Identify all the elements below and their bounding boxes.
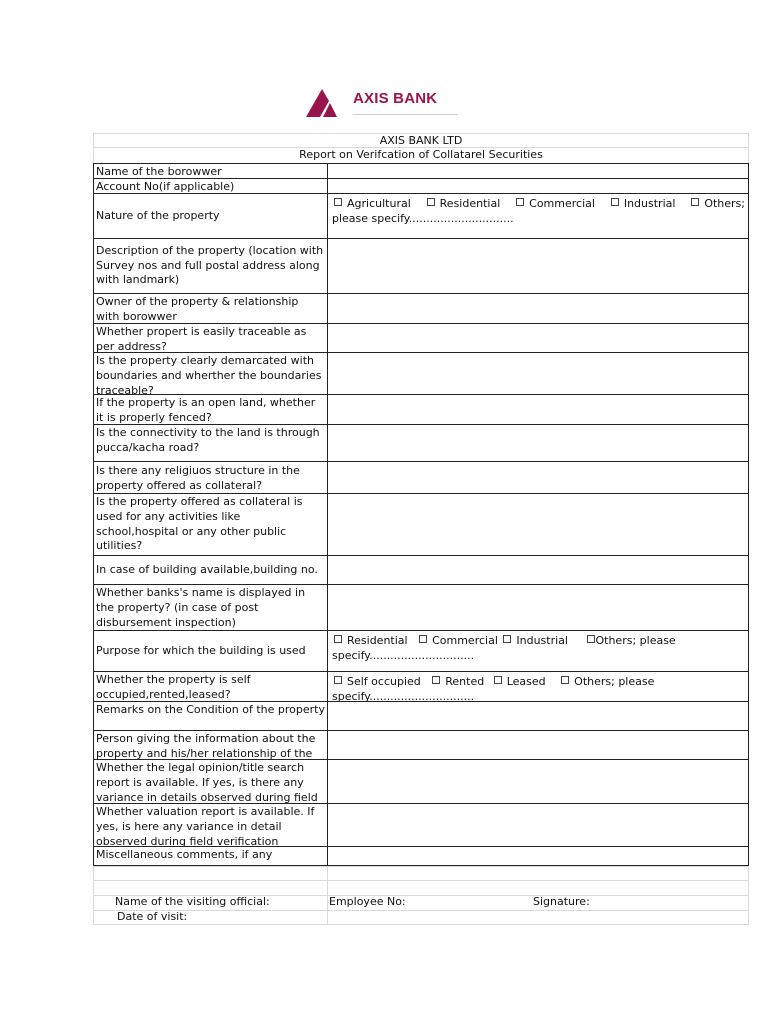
field-label: If the property is an open land, whether it is properly fenced? — [93, 394, 327, 424]
checkbox-icon[interactable] — [334, 676, 342, 684]
date-of-visit-label: Date of visit: — [117, 910, 188, 923]
option-label: Others; please — [595, 634, 676, 647]
field-label: Description of the property (location with Survey nos and full postal address along with landmark) — [93, 238, 327, 293]
option-label: Others; please — [574, 675, 655, 688]
field-label: Whether propert is easily traceable as per address? — [93, 323, 327, 352]
field-label: Name of the borowwer — [93, 163, 327, 178]
account-no-input[interactable] — [327, 178, 749, 193]
nature-option-others[interactable] — [689, 196, 745, 211]
description-input[interactable] — [327, 238, 749, 293]
form-row-account-no — [93, 178, 749, 193]
signature-label: Signature: — [533, 895, 590, 908]
form-row-description — [93, 238, 749, 293]
option-label: Industrial — [516, 634, 568, 647]
form-row-purpose — [93, 630, 749, 671]
form-row-open-land — [93, 394, 749, 424]
checkbox-icon[interactable] — [561, 676, 569, 684]
purpose-option-commercial[interactable] — [417, 634, 498, 647]
form-row-demarcated — [93, 352, 749, 397]
footer-row-date — [93, 910, 749, 925]
informant-input[interactable] — [327, 730, 749, 759]
checkbox-icon[interactable] — [691, 198, 699, 206]
field-label: Miscellaneous comments, if any — [93, 846, 327, 866]
owner-input[interactable] — [327, 293, 749, 323]
nature-option-industrial[interactable] — [609, 196, 676, 211]
checkbox-icon[interactable] — [503, 635, 511, 643]
checkbox-icon[interactable] — [432, 676, 440, 684]
form-row-building-no — [93, 555, 749, 584]
field-label: In case of building available,building no. — [93, 555, 327, 584]
form-row-nature — [93, 193, 749, 238]
blank-cell — [93, 866, 327, 880]
checkbox-icon[interactable] — [611, 198, 619, 206]
employee-no-label: Employee No: — [329, 895, 406, 908]
form-row-connectivity — [93, 424, 749, 461]
blank-row — [93, 880, 749, 895]
axis-bank-logo-icon — [306, 86, 346, 118]
building-no-input[interactable] — [327, 555, 749, 584]
verification-form — [93, 133, 749, 926]
form-row-public-use — [93, 493, 749, 555]
traceable-input[interactable] — [327, 323, 749, 352]
company-title: AXIS BANK LTD — [93, 133, 749, 147]
form-row-informant — [93, 730, 749, 759]
checkbox-icon[interactable] — [516, 198, 524, 206]
form-row-legal-opinion — [93, 759, 749, 803]
form-row-misc — [93, 846, 749, 866]
borrower-name-input[interactable] — [327, 163, 749, 178]
field-label: Owner of the property & relationship with borowwer — [93, 293, 327, 323]
nature-option-residential[interactable] — [425, 196, 501, 211]
form-row-occupancy — [93, 671, 749, 701]
blank-cell — [327, 910, 749, 925]
field-label: Account No(if applicable) — [93, 178, 327, 193]
form-row-borrower-name — [93, 163, 749, 178]
form-row-bank-name — [93, 584, 749, 630]
occupancy-option-self-occupied[interactable] — [332, 675, 421, 688]
field-label: Whether banks's name is displayed in the property? (in case of post disbursement inspection) — [93, 584, 327, 630]
checkbox-icon[interactable] — [334, 635, 342, 643]
nature-option-commercial[interactable] — [514, 196, 595, 211]
form-row-religious — [93, 461, 749, 493]
option-label: Agricultural — [347, 197, 411, 210]
occupancy-options — [327, 671, 749, 701]
field-label: Is the property clearly demarcated with boundaries and wherther the boundaries traceable? — [93, 352, 327, 394]
nature-option-agricultural[interactable] — [332, 196, 411, 211]
option-label: Residential — [439, 197, 501, 210]
connectivity-input[interactable] — [327, 424, 749, 461]
misc-input[interactable] — [327, 846, 749, 866]
option-label: Others; — [704, 197, 745, 210]
nature-specify[interactable]: please specify.............................. — [332, 212, 514, 225]
blank-cell — [93, 880, 327, 895]
option-label: Self occupied — [347, 675, 421, 688]
demarcated-input[interactable] — [327, 352, 749, 394]
blank-cell — [327, 880, 749, 895]
option-label: Residential — [347, 634, 408, 647]
field-label: Whether the property is self occupied,rented,leased? — [93, 671, 327, 701]
field-label: Is there any religiuos structure in the property offered as collateral? — [93, 461, 327, 493]
purpose-option-residential[interactable] — [332, 634, 408, 647]
visiting-official-label: Name of the visiting official: — [115, 895, 270, 908]
remarks-input[interactable] — [327, 701, 749, 730]
option-label: Commercial — [432, 634, 498, 647]
field-label: Person giving the information about the property and his/her relationship of the — [93, 730, 327, 759]
checkbox-icon[interactable] — [427, 198, 435, 206]
valuation-input[interactable] — [327, 803, 749, 846]
blank-cell — [327, 866, 749, 880]
religious-input[interactable] — [327, 461, 749, 493]
purpose-options — [327, 630, 749, 671]
form-row-owner — [93, 293, 749, 323]
option-label: Commercial — [529, 197, 595, 210]
field-label: Is the connectivity to the land is through pucca/kacha road? — [93, 424, 327, 461]
blank-row — [93, 866, 749, 880]
bank-name-input[interactable] — [327, 584, 749, 630]
purpose-option-others[interactable] — [585, 634, 675, 647]
report-title: Report on Verifcation of Collatarel Securities — [93, 147, 749, 163]
occupancy-specify[interactable]: specify.............................. — [332, 690, 475, 703]
public-use-input[interactable] — [327, 493, 749, 555]
logo-underline — [353, 114, 458, 115]
nature-options — [327, 193, 749, 238]
field-label: Nature of the property — [93, 193, 327, 238]
legal-opinion-input[interactable] — [327, 759, 749, 803]
form-row-traceable — [93, 323, 749, 352]
checkbox-icon[interactable] — [419, 635, 427, 643]
open-land-input[interactable] — [327, 394, 749, 424]
checkbox-icon[interactable] — [334, 198, 342, 206]
field-label: Whether valuation report is available. If yes, is here any variance in detail observed during field verification — [93, 803, 327, 846]
option-label: Leased — [506, 675, 546, 688]
option-label: Industrial — [623, 197, 676, 210]
occupancy-option-rented[interactable] — [430, 675, 484, 688]
checkbox-icon[interactable] — [494, 676, 502, 684]
field-label: Whether the legal opinion/title search report is available. If yes, is there any variance in details observed during field — [93, 759, 327, 803]
occupancy-option-others[interactable] — [559, 675, 654, 688]
option-label: Rented — [445, 675, 485, 688]
field-label: Purpose for which the building is used — [93, 630, 327, 671]
form-row-valuation — [93, 803, 749, 846]
purpose-option-industrial[interactable] — [501, 634, 568, 647]
field-label: Remarks on the Condition of the property — [93, 701, 327, 730]
form-row-remarks — [93, 701, 749, 730]
logo-text: AXIS BANK — [353, 90, 438, 107]
axis-bank-logo — [306, 86, 466, 120]
occupancy-option-leased[interactable] — [492, 675, 546, 688]
field-label: Is the property offered as collateral is used for any activities like school,hospital or any other public utilities? — [93, 493, 327, 555]
purpose-specify[interactable]: specify.............................. — [332, 649, 475, 662]
